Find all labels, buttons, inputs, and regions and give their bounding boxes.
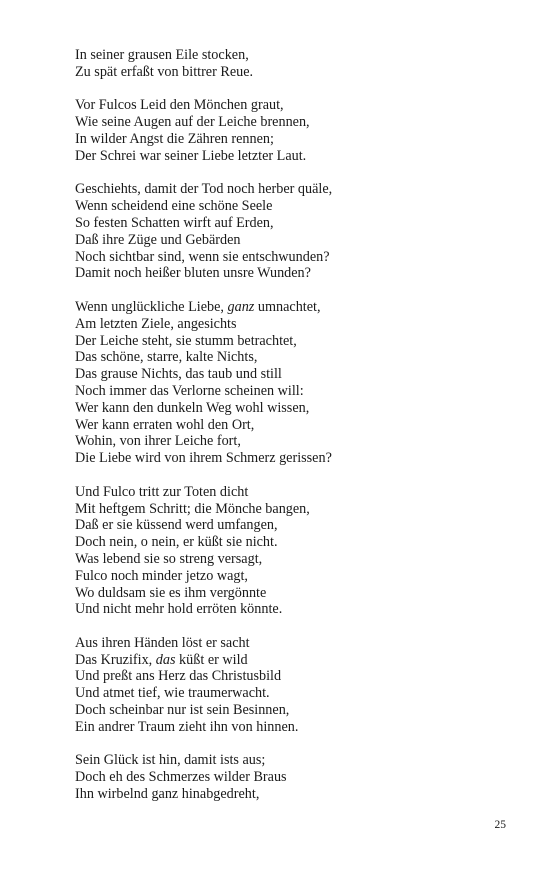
verse-line: Doch eh des Schmerzes wilder Braus — [75, 769, 287, 786]
verse-line: Daß er sie küssend werd umfangen, — [75, 517, 278, 534]
verse-line: Doch nein, o nein, er küßt sie nicht. — [75, 534, 278, 551]
page-number: 25 — [494, 819, 506, 831]
verse-line: Ihn wirbelnd ganz hinabgedreht, — [75, 786, 260, 803]
verse-line: In wilder Angst die Zähren rennen; — [75, 130, 274, 147]
verse-line: Noch immer das Verlorne scheinen will: — [75, 382, 304, 399]
verse-line: Der Schrei war seiner Liebe letzter Laut. — [75, 147, 307, 164]
verse-line: Aus ihren Händen löst er sacht — [75, 634, 250, 651]
verse-line: Der Leiche steht, sie stumm betrachtet, — [75, 332, 297, 349]
verse-line: Sein Glück ist hin, damit ists aus; — [75, 752, 266, 769]
verse-line: Wenn scheidend eine schöne Seele — [75, 198, 273, 215]
poem-page — [75, 47, 505, 820]
verse-line: Am letzten Ziele, angesichts — [75, 315, 237, 332]
stanza-4 — [75, 299, 505, 467]
stanza-5 — [75, 484, 505, 618]
verse-line: Vor Fulcos Leid den Mönchen graut, — [75, 97, 284, 114]
verse-line: Damit noch heißer bluten unsre Wunden? — [75, 265, 311, 282]
verse-line: Und Fulco tritt zur Toten dicht — [75, 483, 249, 500]
stanza-1 — [75, 47, 505, 81]
verse-line: Ein andrer Traum zieht ihn von hinnen. — [75, 718, 299, 735]
verse-line: So festen Schatten wirft auf Erden, — [75, 214, 274, 231]
verse-line: Und nicht mehr hold erröten könnte. — [75, 601, 283, 618]
verse-line: Die Liebe wird von ihrem Schmerz gerissen? — [75, 450, 332, 467]
stanza-3 — [75, 181, 505, 282]
verse-line: Fulco noch minder jetzo wagt, — [75, 567, 248, 584]
verse-line: Wer kann den dunkeln Weg wohl wissen, — [75, 399, 310, 416]
verse-line: Wo duldsam sie es ihm vergönnte — [75, 584, 267, 601]
verse-line: Was lebend sie so streng versagt, — [75, 550, 263, 567]
verse-line: Doch scheinbar nur ist sein Besinnen, — [75, 702, 290, 719]
verse-line: Wer kann erraten wohl den Ort, — [75, 416, 255, 433]
emphasized-word: ganz — [227, 298, 255, 315]
emphasized-word: das — [155, 651, 176, 668]
verse-line: Daß ihre Züge und Gebärden — [75, 231, 241, 248]
verse-line: Das schöne, starre, kalte Nichts, — [75, 349, 258, 366]
verse-line: Zu spät erfaßt von bittrer Reue. — [75, 63, 254, 80]
verse-line: Wenn unglückliche Liebe, ganz umnachtet, — [75, 298, 321, 315]
verse-line: Wie seine Augen auf der Leiche brennen, — [75, 114, 310, 131]
stanza-2 — [75, 97, 505, 164]
verse-line: Noch sichtbar sind, wenn sie entschwunden? — [75, 248, 330, 265]
verse-line: Mit heftgem Schritt; die Mönche bangen, — [75, 500, 310, 517]
verse-line: Und atmet tief, wie traumerwacht. — [75, 685, 270, 702]
verse-line: Das Kruzifix, das küßt er wild — [75, 651, 248, 668]
stanza-6 — [75, 635, 505, 736]
verse-line: Und preßt ans Herz das Christusbild — [75, 668, 282, 685]
stanza-7 — [75, 752, 505, 802]
verse-line: Wohin, von ihrer Leiche fort, — [75, 433, 241, 450]
verse-line: In seiner grausen Eile stocken, — [75, 47, 249, 63]
verse-line: Geschiehts, damit der Tod noch herber quäle, — [75, 181, 333, 198]
verse-line: Das grause Nichts, das taub und still — [75, 366, 282, 383]
